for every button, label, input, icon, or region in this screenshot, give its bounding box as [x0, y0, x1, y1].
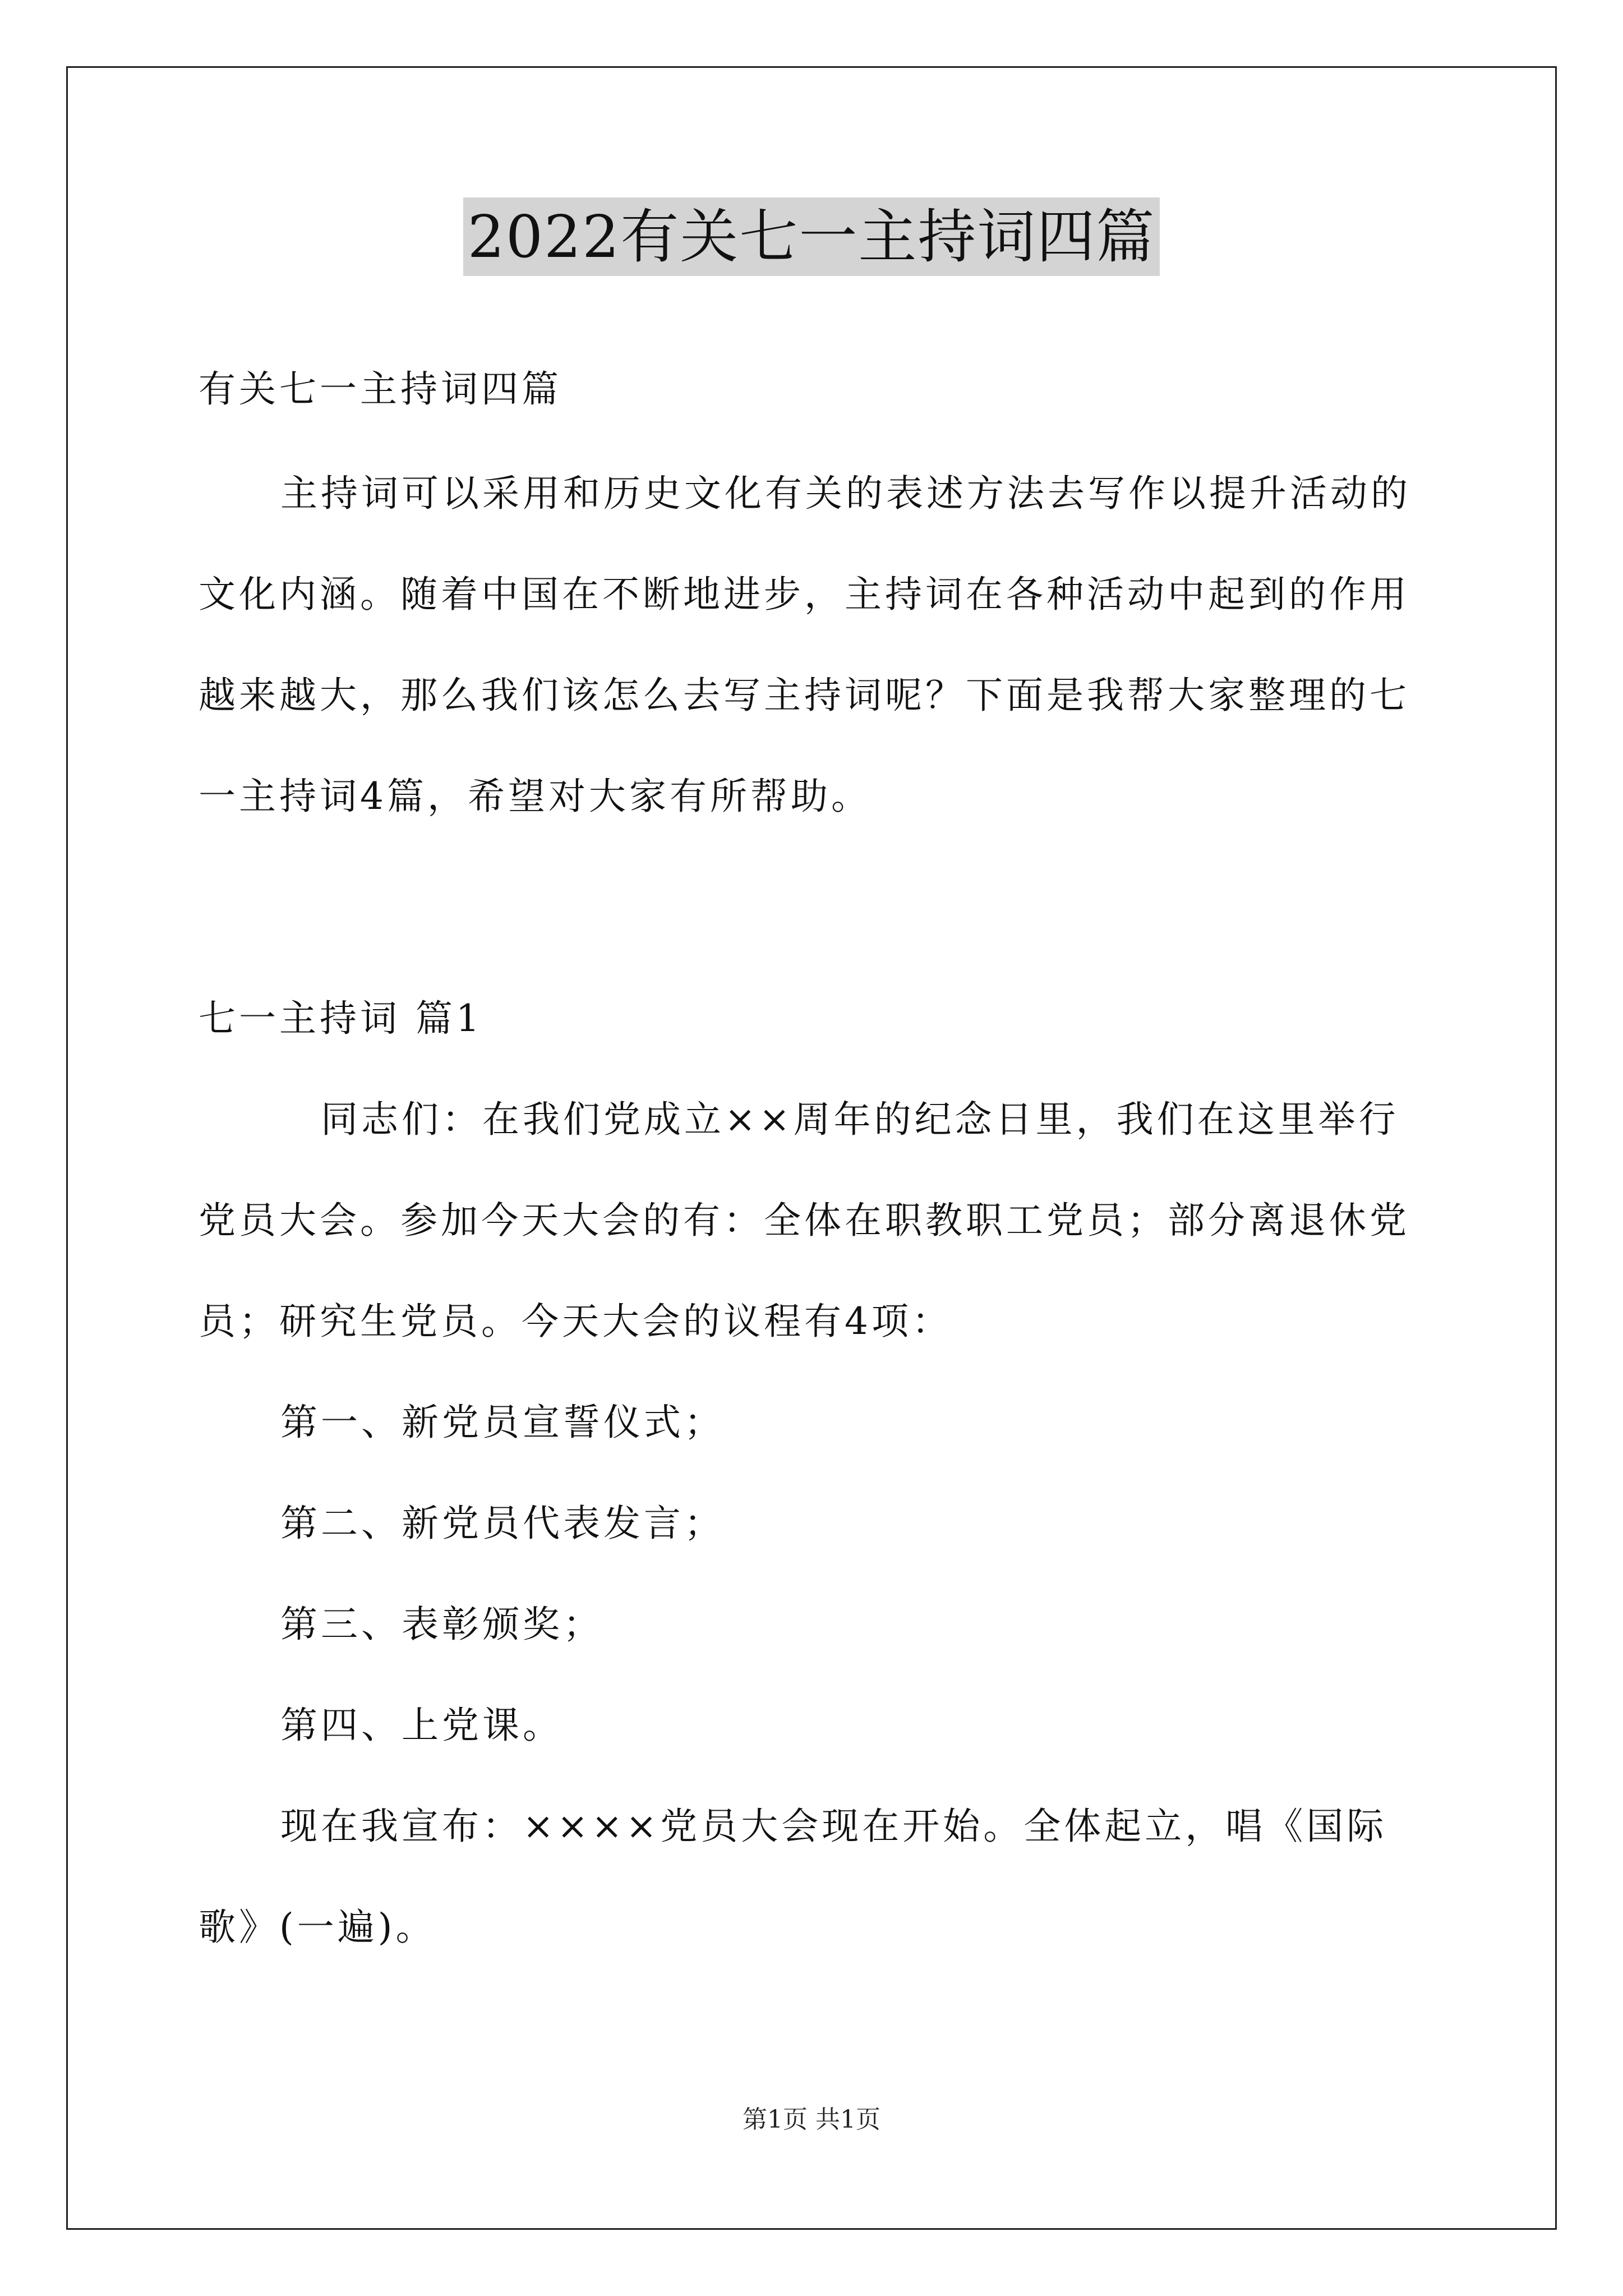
intro-line: 主持词可以采用和历史文化有关的表述方法去写作以提升活动的	[280, 472, 1411, 515]
agenda-item: 第一、新党员宣誓仪式；	[280, 1401, 725, 1444]
subtitle: 有关七一主持词四篇	[199, 367, 562, 411]
page-footer: 第1页 共1页	[743, 2105, 880, 2134]
intro-line: 一主持词4篇，希望对大家有所帮助。	[199, 775, 872, 818]
agenda-item: 第二、新党员代表发言；	[280, 1502, 725, 1545]
document-title: 2022有关七一主持词四篇	[463, 197, 1160, 276]
body-line: 现在我宣布：××××党员大会现在开始。全体起立，唱《国际	[280, 1805, 1387, 1848]
intro-line: 文化内涵。随着中国在不断地进步，主持词在各种活动中起到的作用	[199, 573, 1410, 616]
intro-line: 越来越大，那么我们该怎么去写主持词呢？下面是我帮大家整理的七	[199, 674, 1410, 717]
body-line: 歌》(一遍)。	[199, 1906, 436, 1949]
section-heading: 七一主持词 篇1	[199, 997, 483, 1040]
agenda-item: 第三、表彰颁奖；	[280, 1603, 603, 1646]
body-line: 党员大会。参加今天大会的有：全体在职教职工党员；部分离退休党	[199, 1199, 1410, 1242]
body-line: 员；研究生党员。今天大会的议程有4项：	[199, 1300, 952, 1343]
agenda-item: 第四、上党课。	[280, 1704, 563, 1747]
body-line: 同志们：在我们党成立××周年的纪念日里，我们在这里举行	[321, 1098, 1399, 1141]
title-wrap	[0, 197, 1623, 276]
